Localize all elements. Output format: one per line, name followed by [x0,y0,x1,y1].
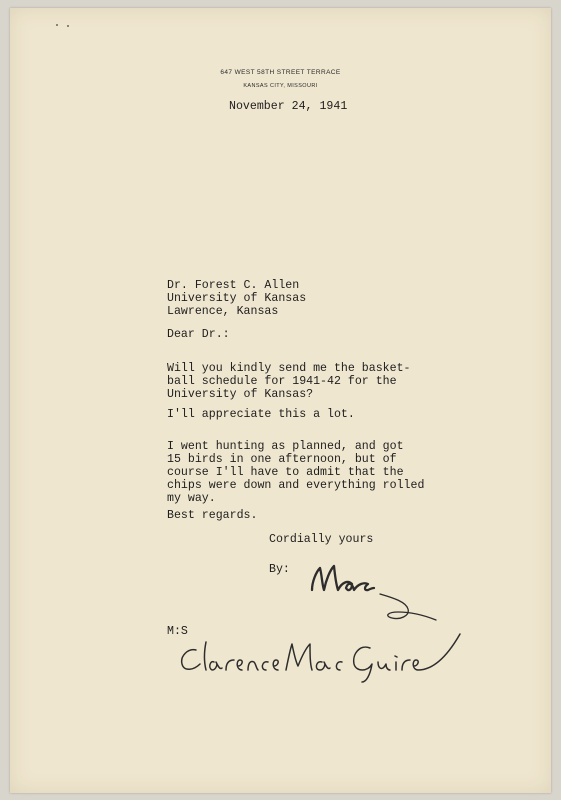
recipient-city: Lawrence, Kansas [167,305,279,318]
typist-initials: M:S [167,625,188,638]
body-paragraph-hunting: I went hunting as planned, and got 15 birds in one afternoon, but of course I'll have to admit that the chips were down and everything rolled my way. [167,440,425,505]
body-paragraph-request: Will you kindly send me the basket- ball schedule for 1941-42 for the University of Kansas? [167,362,411,401]
body-paragraph-thanks: I'll appreciate this a lot. [167,408,355,421]
regards-line: Best regards. [167,509,258,522]
paper-speck [56,24,58,26]
recipient-name: Dr. Forest C. Allen [167,279,300,292]
letterhead-city: KANSAS CITY, MISSOURI [243,83,318,89]
salutation: Dear Dr.: [167,328,230,341]
recipient-institution: University of Kansas [167,292,307,305]
complimentary-closing: Cordially yours [269,533,374,546]
paper-speck [67,25,69,27]
letter-page [10,8,551,793]
letter-date: November 24, 1941 [229,100,348,113]
letterhead-street: 647 WEST 58TH STREET TERRACE [220,69,341,76]
recipient-address [167,279,306,318]
mac-signature [302,554,462,624]
by-label: By: [269,563,290,576]
clarence-macguire-signature [174,626,474,686]
